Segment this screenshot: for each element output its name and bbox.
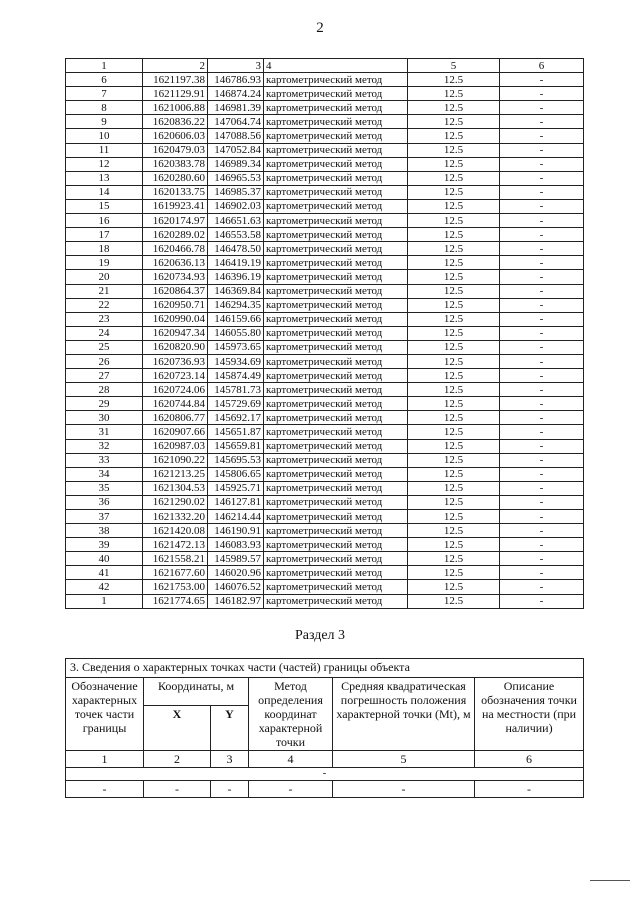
table-row — [66, 185, 584, 199]
header-cell: 2 — [143, 59, 208, 73]
table-cell: - — [500, 312, 584, 326]
table-cell: - — [500, 510, 584, 524]
table-cell: 1620289.02 — [143, 228, 208, 242]
header-cell: 4 — [264, 59, 408, 73]
table-cell: 19 — [66, 256, 143, 270]
table-cell: 1620133.75 — [143, 185, 208, 199]
dash-cell: - — [333, 781, 475, 798]
header-cell: 5 — [408, 59, 500, 73]
table-cell: картометрический метод — [264, 397, 408, 411]
table-cell: 13 — [66, 171, 143, 185]
table-cell: - — [500, 115, 584, 129]
table-cell: картометрический метод — [264, 87, 408, 101]
table-cell: 6 — [66, 73, 143, 87]
table-cell: 1620479.03 — [143, 143, 208, 157]
dash-cell: - — [249, 781, 333, 798]
table-cell: 1620864.37 — [143, 284, 208, 298]
table-cell: - — [500, 340, 584, 354]
table-row — [66, 171, 584, 185]
index-cell: 2 — [144, 751, 211, 768]
table-cell: картометрический метод — [264, 594, 408, 608]
table-cell: 1620907.66 — [143, 425, 208, 439]
header-method: Метод определения координат характерной точки — [249, 678, 333, 751]
table-cell: 1621332.20 — [143, 510, 208, 524]
table-cell: 1620466.78 — [143, 242, 208, 256]
table-cell: 145695.53 — [208, 453, 264, 467]
table-cell: 12.5 — [408, 143, 500, 157]
table-cell: 12.5 — [408, 115, 500, 129]
table-row — [66, 411, 584, 425]
table-cell: - — [500, 157, 584, 171]
table-cell: 146076.52 — [208, 580, 264, 594]
table-cell: картометрический метод — [264, 326, 408, 340]
table-row — [66, 580, 584, 594]
table-cell: 146989.34 — [208, 157, 264, 171]
table-row — [66, 510, 584, 524]
table-cell: - — [500, 552, 584, 566]
table-cell: - — [500, 566, 584, 580]
table-cell: 146419.19 — [208, 256, 264, 270]
table-row — [66, 256, 584, 270]
table-cell: 146214.44 — [208, 510, 264, 524]
table-cell: 145692.17 — [208, 411, 264, 425]
header-cell: 3 — [208, 59, 264, 73]
table-cell: 12.5 — [408, 270, 500, 284]
table-cell: картометрический метод — [264, 256, 408, 270]
table-cell: картометрический метод — [264, 552, 408, 566]
table-cell: 12.5 — [408, 157, 500, 171]
table-row — [66, 481, 584, 495]
table-cell: 1620724.06 — [143, 383, 208, 397]
table-cell: 28 — [66, 383, 143, 397]
table-row — [66, 214, 584, 228]
header-point-designation: Обозначение характерных точек части границы — [66, 678, 144, 751]
table-cell: 146055.80 — [208, 326, 264, 340]
table-cell: 146083.93 — [208, 538, 264, 552]
table-cell: картометрический метод — [264, 411, 408, 425]
table-cell: 145651.87 — [208, 425, 264, 439]
table-cell: 12.5 — [408, 312, 500, 326]
table-cell: 14 — [66, 185, 143, 199]
table-cell: картометрический метод — [264, 425, 408, 439]
table-cell: 40 — [66, 552, 143, 566]
table-cell: 146369.84 — [208, 284, 264, 298]
header-cell: 1 — [66, 59, 143, 73]
table-cell: 1621472.13 — [143, 538, 208, 552]
table-cell: 146190.91 — [208, 524, 264, 538]
dash-cell: - — [475, 781, 584, 798]
table-cell: картометрический метод — [264, 538, 408, 552]
table-cell: 146985.37 — [208, 185, 264, 199]
table-cell: картометрический метод — [264, 510, 408, 524]
table-cell: 18 — [66, 242, 143, 256]
table-cell: 12.5 — [408, 467, 500, 481]
table-cell: 146651.63 — [208, 214, 264, 228]
table-cell: 145989.57 — [208, 552, 264, 566]
table-cell: - — [500, 538, 584, 552]
table-row — [66, 467, 584, 481]
table-cell: картометрический метод — [264, 354, 408, 368]
table-row — [66, 242, 584, 256]
table-row — [66, 326, 584, 340]
table-cell: 12.5 — [408, 566, 500, 580]
table-cell: 1620734.93 — [143, 270, 208, 284]
table-cell: 22 — [66, 298, 143, 312]
table-cell: 34 — [66, 467, 143, 481]
table-cell: 10 — [66, 129, 143, 143]
table-row — [66, 228, 584, 242]
table-cell: 12.5 — [408, 453, 500, 467]
table-cell: 12.5 — [408, 538, 500, 552]
table-row — [66, 199, 584, 213]
table-cell: - — [500, 495, 584, 509]
table-cell: - — [500, 171, 584, 185]
table-cell: картометрический метод — [264, 439, 408, 453]
dash-cell: - — [211, 781, 249, 798]
table-cell: 1620280.60 — [143, 171, 208, 185]
page-number: 2 — [316, 20, 324, 36]
signature-line — [590, 880, 630, 881]
section3-caption: 3. Сведения о характерных точках части (частей) границы объекта — [66, 659, 584, 678]
table-cell: 1 — [66, 594, 143, 608]
table-cell: - — [500, 383, 584, 397]
table-cell: картометрический метод — [264, 453, 408, 467]
table-cell: 1621774.65 — [143, 594, 208, 608]
table-row — [66, 340, 584, 354]
table-cell: - — [500, 453, 584, 467]
table-cell: 9 — [66, 115, 143, 129]
table-cell: 146159.66 — [208, 312, 264, 326]
table-cell: 12.5 — [408, 228, 500, 242]
table-cell: - — [500, 580, 584, 594]
table-cell: 12.5 — [408, 87, 500, 101]
table-cell: 145806.65 — [208, 467, 264, 481]
table-cell: 16 — [66, 214, 143, 228]
table-row — [66, 157, 584, 171]
table-cell: 146396.19 — [208, 270, 264, 284]
table-cell: 146294.35 — [208, 298, 264, 312]
table-cell: - — [500, 425, 584, 439]
table-cell: - — [500, 439, 584, 453]
section3-table — [65, 658, 584, 798]
table-cell: 1620990.04 — [143, 312, 208, 326]
table-cell: 146127.81 — [208, 495, 264, 509]
table-cell: 12.5 — [408, 369, 500, 383]
table-cell: 12.5 — [408, 340, 500, 354]
index-cell: 1 — [66, 751, 144, 768]
table-cell: 12.5 — [408, 284, 500, 298]
dash-cell: - — [66, 781, 144, 798]
table-cell: 25 — [66, 340, 143, 354]
table-cell: 1621304.53 — [143, 481, 208, 495]
table-cell: - — [500, 101, 584, 115]
table-row — [66, 129, 584, 143]
table-row — [66, 538, 584, 552]
header-accuracy: Средняя квадратическая погрешность положения характерной точки (Mt), м — [333, 678, 475, 751]
table-cell: 1620987.03 — [143, 439, 208, 453]
table-cell: 35 — [66, 481, 143, 495]
table-cell: 12.5 — [408, 129, 500, 143]
table-cell: 20 — [66, 270, 143, 284]
table-cell: 1621677.60 — [143, 566, 208, 580]
table-cell: 147064.74 — [208, 115, 264, 129]
header-description: Описание обозначения точки на местности (при наличии) — [475, 678, 584, 751]
table-row — [66, 524, 584, 538]
table-cell: 15 — [66, 199, 143, 213]
coordinates-table — [65, 58, 584, 609]
table-row — [66, 439, 584, 453]
table-cell: 27 — [66, 369, 143, 383]
table-cell: 12.5 — [408, 411, 500, 425]
table-cell: картометрический метод — [264, 340, 408, 354]
table-cell: - — [500, 397, 584, 411]
table-cell: картометрический метод — [264, 115, 408, 129]
table-cell: 41 — [66, 566, 143, 580]
table-cell: 33 — [66, 453, 143, 467]
table-cell: картометрический метод — [264, 101, 408, 115]
table-cell: 1620736.93 — [143, 354, 208, 368]
table-header-row — [66, 59, 584, 73]
index-cell: 5 — [333, 751, 475, 768]
table-cell: 146965.53 — [208, 171, 264, 185]
table-cell: 146874.24 — [208, 87, 264, 101]
table-cell: 1620836.22 — [143, 115, 208, 129]
table-cell: 1621090.22 — [143, 453, 208, 467]
table-cell: 1621006.88 — [143, 101, 208, 115]
table-cell: 1621213.25 — [143, 467, 208, 481]
table-cell: - — [500, 326, 584, 340]
table-cell: 29 — [66, 397, 143, 411]
index-cell: 6 — [475, 751, 584, 768]
index-cell: 4 — [249, 751, 333, 768]
table-cell: картометрический метод — [264, 228, 408, 242]
table-cell: картометрический метод — [264, 383, 408, 397]
table-cell: 11 — [66, 143, 143, 157]
table-cell: 12.5 — [408, 185, 500, 199]
table-cell: - — [500, 524, 584, 538]
table-cell: 145973.65 — [208, 340, 264, 354]
table-cell: 12.5 — [408, 73, 500, 87]
header-y: Y — [211, 706, 249, 751]
table-row — [66, 101, 584, 115]
table-cell: 1620950.71 — [143, 298, 208, 312]
table-cell: 1620744.84 — [143, 397, 208, 411]
table-cell: 12.5 — [408, 552, 500, 566]
table-cell: 12.5 — [408, 199, 500, 213]
table-row — [66, 270, 584, 284]
table-cell: 12.5 — [408, 354, 500, 368]
table-cell: - — [500, 87, 584, 101]
table-cell: 12.5 — [408, 383, 500, 397]
table-cell: 145874.49 — [208, 369, 264, 383]
table-row — [66, 312, 584, 326]
section-title: Раздел 3 — [294, 628, 346, 643]
table-row — [66, 115, 584, 129]
table-cell: 1621197.38 — [143, 73, 208, 87]
table-cell: 8 — [66, 101, 143, 115]
table-row — [66, 73, 584, 87]
table-cell: 12.5 — [408, 171, 500, 185]
table-cell: картометрический метод — [264, 312, 408, 326]
table-cell: 12.5 — [408, 580, 500, 594]
table-cell: картометрический метод — [264, 467, 408, 481]
table-cell: 1620723.14 — [143, 369, 208, 383]
table-cell: картометрический метод — [264, 214, 408, 228]
header-x: X — [144, 706, 211, 751]
table-cell: - — [500, 369, 584, 383]
table-cell: 1620947.34 — [143, 326, 208, 340]
table-cell: 12.5 — [408, 242, 500, 256]
table-cell: 30 — [66, 411, 143, 425]
table-cell: 1620820.90 — [143, 340, 208, 354]
table-row — [66, 594, 584, 608]
table-cell: 1621129.91 — [143, 87, 208, 101]
table-cell: 146786.93 — [208, 73, 264, 87]
table-cell: - — [500, 298, 584, 312]
table-row — [66, 383, 584, 397]
table-cell: 12.5 — [408, 439, 500, 453]
table-cell: картометрический метод — [264, 171, 408, 185]
table-cell: - — [500, 199, 584, 213]
table-row — [66, 397, 584, 411]
table-cell: - — [500, 284, 584, 298]
table-cell: картометрический метод — [264, 143, 408, 157]
table-cell: картометрический метод — [264, 524, 408, 538]
table-cell: картометрический метод — [264, 157, 408, 171]
table-cell: - — [500, 73, 584, 87]
dash-cell: - — [144, 781, 211, 798]
table-cell: картометрический метод — [264, 199, 408, 213]
table-cell: 7 — [66, 87, 143, 101]
table-cell: 146020.96 — [208, 566, 264, 580]
table-cell: 146553.58 — [208, 228, 264, 242]
table-cell: 147052.84 — [208, 143, 264, 157]
table-cell: 12.5 — [408, 101, 500, 115]
table-row — [66, 425, 584, 439]
table-cell: 146182.97 — [208, 594, 264, 608]
table-row — [66, 552, 584, 566]
table-cell: 38 — [66, 524, 143, 538]
table-cell: 1621558.21 — [143, 552, 208, 566]
table-row — [66, 495, 584, 509]
table-cell: 12.5 — [408, 214, 500, 228]
table-cell: картометрический метод — [264, 495, 408, 509]
table-cell: 145659.81 — [208, 439, 264, 453]
table-cell: - — [500, 242, 584, 256]
table-cell: 21 — [66, 284, 143, 298]
table-cell: 12.5 — [408, 524, 500, 538]
table-cell: картометрический метод — [264, 129, 408, 143]
table-cell: картометрический метод — [264, 284, 408, 298]
table-row — [66, 298, 584, 312]
table-cell: 1621753.00 — [143, 580, 208, 594]
table-cell: картометрический метод — [264, 242, 408, 256]
table-cell: 36 — [66, 495, 143, 509]
table-cell: 147088.56 — [208, 129, 264, 143]
table-cell: - — [500, 143, 584, 157]
table-row — [66, 566, 584, 580]
table-cell: 1619923.41 — [143, 199, 208, 213]
table-cell: - — [500, 411, 584, 425]
header-coordinates: Координаты, м — [144, 678, 249, 706]
table-cell: 1620636.13 — [143, 256, 208, 270]
table-cell: - — [500, 481, 584, 495]
table-cell: 42 — [66, 580, 143, 594]
table-cell: картометрический метод — [264, 566, 408, 580]
table-cell: 37 — [66, 510, 143, 524]
table-row — [66, 354, 584, 368]
table-cell: картометрический метод — [264, 369, 408, 383]
table-cell: - — [500, 228, 584, 242]
table-cell: 1620606.03 — [143, 129, 208, 143]
table-cell: 12.5 — [408, 256, 500, 270]
table-cell: 12.5 — [408, 594, 500, 608]
table-row — [66, 284, 584, 298]
table-cell: 12.5 — [408, 481, 500, 495]
table-cell: - — [500, 594, 584, 608]
table-cell: картометрический метод — [264, 298, 408, 312]
table-cell: 12 — [66, 157, 143, 171]
table-row — [66, 369, 584, 383]
table-cell: 12.5 — [408, 495, 500, 509]
table-cell: картометрический метод — [264, 73, 408, 87]
table-cell: 1621290.02 — [143, 495, 208, 509]
header-cell: 6 — [500, 59, 584, 73]
index-cell: 3 — [211, 751, 249, 768]
table-cell: 1620806.77 — [143, 411, 208, 425]
table-cell: - — [500, 467, 584, 481]
table-cell: 12.5 — [408, 397, 500, 411]
table-cell: 146902.03 — [208, 199, 264, 213]
table-cell: - — [500, 129, 584, 143]
table-cell: картометрический метод — [264, 481, 408, 495]
table-cell: 39 — [66, 538, 143, 552]
table-cell: 24 — [66, 326, 143, 340]
table-cell: - — [500, 214, 584, 228]
table-cell: 32 — [66, 439, 143, 453]
table-cell: картометрический метод — [264, 185, 408, 199]
table-cell: 1620174.97 — [143, 214, 208, 228]
table-cell: 31 — [66, 425, 143, 439]
table-cell: - — [500, 185, 584, 199]
table-row — [66, 453, 584, 467]
table-cell: 146981.39 — [208, 101, 264, 115]
table-cell: - — [500, 270, 584, 284]
table-cell: - — [500, 354, 584, 368]
table-cell: 12.5 — [408, 425, 500, 439]
table-cell: картометрический метод — [264, 270, 408, 284]
table-cell: 1620383.78 — [143, 157, 208, 171]
table-cell: 146478.50 — [208, 242, 264, 256]
table-cell: 26 — [66, 354, 143, 368]
table-row — [66, 143, 584, 157]
table-cell: 145934.69 — [208, 354, 264, 368]
table-cell: 17 — [66, 228, 143, 242]
table-cell: 12.5 — [408, 510, 500, 524]
table-cell: 145925.71 — [208, 481, 264, 495]
table-cell: 12.5 — [408, 298, 500, 312]
table-cell: картометрический метод — [264, 580, 408, 594]
merged-empty-row: - — [66, 768, 584, 781]
table-cell: 145729.69 — [208, 397, 264, 411]
table-cell: - — [500, 256, 584, 270]
table-cell: 1621420.08 — [143, 524, 208, 538]
table-cell: 23 — [66, 312, 143, 326]
table-cell: 145781.73 — [208, 383, 264, 397]
table-cell: 12.5 — [408, 326, 500, 340]
table-row — [66, 87, 584, 101]
